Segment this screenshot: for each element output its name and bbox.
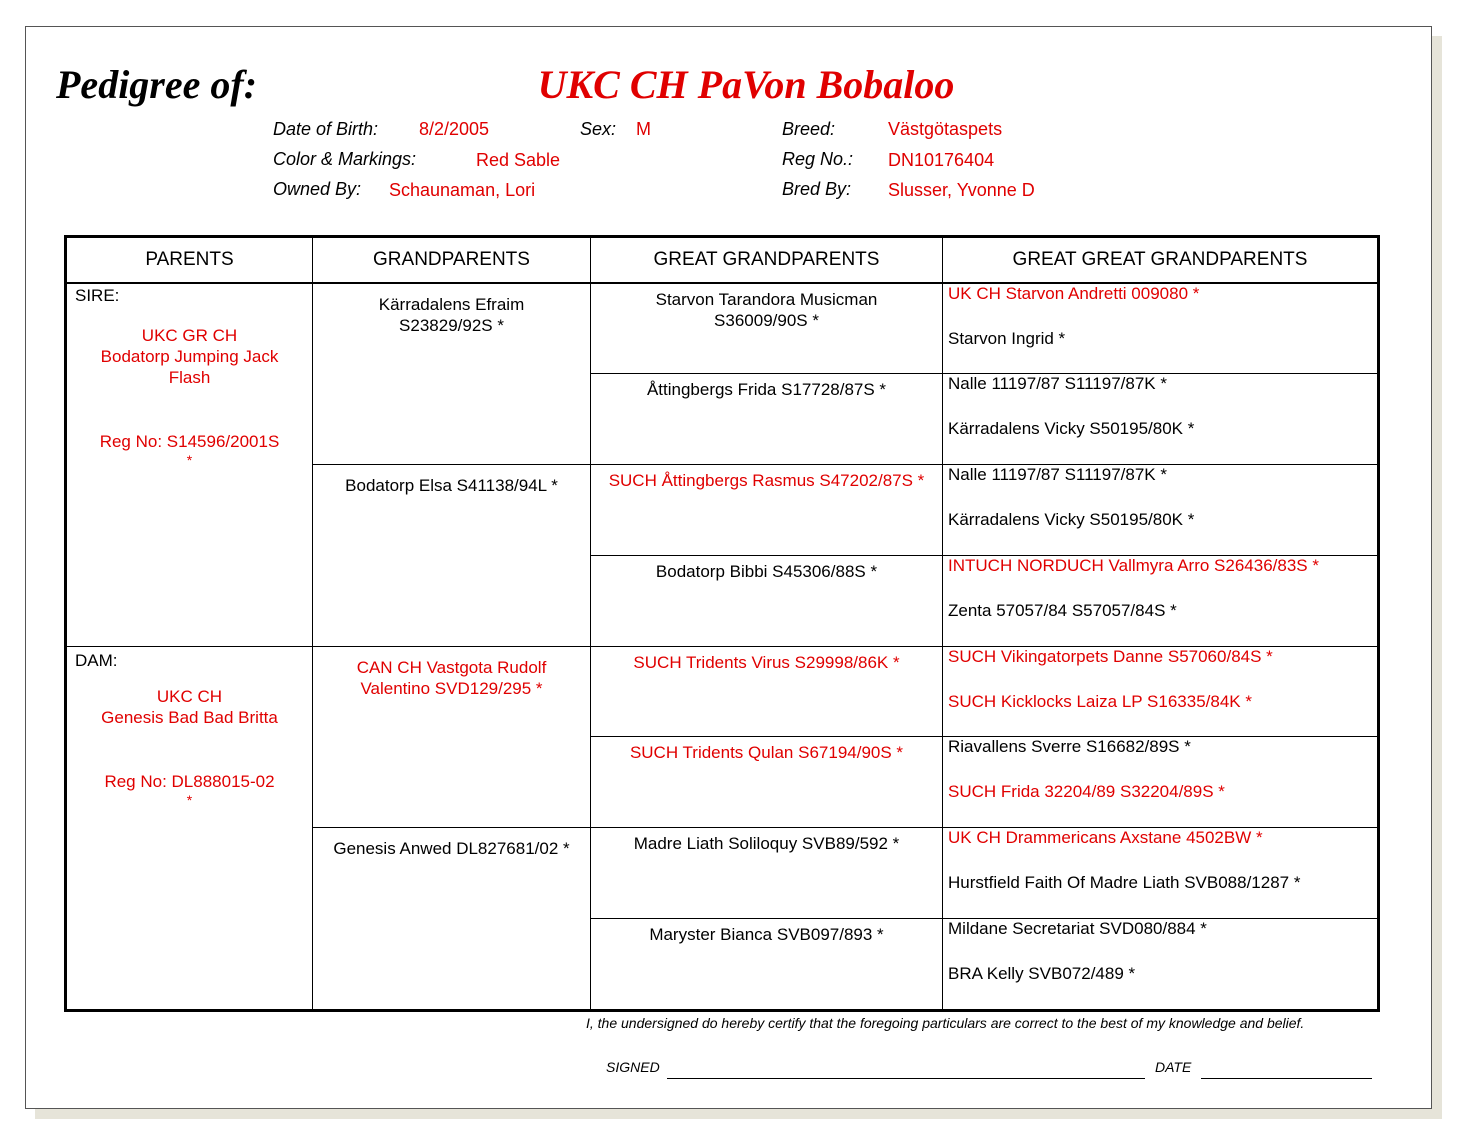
- great-grandparent-name: Åttingbergs Frida S17728/87S *: [646, 379, 887, 399]
- dob-value: 8/2/2005: [419, 119, 490, 139]
- date-label: DATE: [1155, 1059, 1192, 1075]
- great-great-grandparent-name: Kärradalens Vicky S50195/80K *: [948, 509, 1195, 529]
- great-grandparent-name: Madre Liath Soliloquy SVB89/592 *: [633, 834, 900, 853]
- pedigree-document: [25, 26, 1432, 1109]
- dam-mark: *: [186, 792, 193, 808]
- reg-value: DN10176404: [888, 150, 995, 170]
- great-grandparent-name: SUCH Åttingbergs Rasmus S47202/87S *: [608, 470, 925, 490]
- great-grandparent-cell: [591, 464, 943, 556]
- reg-label: Reg No.:: [782, 149, 854, 169]
- grandparent-name: Bodatorp Elsa S41138/94L *: [345, 475, 558, 495]
- great-great-grandparent-name: Kärradalens Vicky S50195/80K *: [948, 418, 1195, 438]
- great-grandparent-name: SUCH Tridents Qulan S67194/90S *: [629, 743, 904, 762]
- dog-name-title: UKC CH PaVon Bobaloo: [537, 62, 955, 107]
- grandparent-name: Genesis Anwed DL827681/02 *: [333, 839, 570, 858]
- sex-label: Sex:: [580, 119, 617, 139]
- column-header-great-grandparents: GREAT GRANDPARENTS: [591, 238, 943, 284]
- great-great-grandparent-name: UK CH Drammericans Axstane 4502BW *: [948, 828, 1263, 847]
- signed-label: SIGNED: [606, 1059, 660, 1075]
- great-grandparent-cell: [591, 283, 943, 373]
- great-great-grandparent-name: Zenta 57057/84 S57057/84S *: [948, 601, 1177, 620]
- great-great-grandparent-cell: [943, 919, 1378, 1010]
- bred-value: Slusser, Yvonne D: [888, 180, 1035, 200]
- sire-cell: [67, 283, 313, 647]
- great-great-grandparent-name: SUCH Kicklocks Laiza LP S16335/84K *: [948, 692, 1252, 711]
- color-label: Color & Markings:: [273, 149, 417, 169]
- bred-label: Bred By:: [782, 179, 852, 199]
- great-great-grandparent-name: Starvon Ingrid *: [948, 329, 1066, 348]
- grandparent-name: CAN CH Vastgota Rudolf Valentino SVD129/295 *: [356, 658, 547, 698]
- dob-label: Date of Birth:: [273, 119, 379, 139]
- column-header-row: [67, 238, 1378, 284]
- great-great-grandparent-name: Hurstfield Faith Of Madre Liath SVB088/1287 *: [948, 873, 1301, 892]
- great-great-grandparent-cell: [943, 464, 1378, 556]
- sire-mark: *: [186, 452, 193, 468]
- great-great-grandparent-cell: [943, 647, 1378, 737]
- sire-name: Bodatorp Jumping Jack Flash: [100, 347, 279, 387]
- great-great-grandparent-cell: [943, 373, 1378, 464]
- pedigree-label: Pedigree of:: [56, 62, 258, 107]
- breed-value: Västgötaspets: [888, 119, 1003, 139]
- owned-label: Owned By:: [273, 179, 362, 199]
- certification-statement: I, the undersigned do hereby certify that the foregoing particulars are correct to the best of my knowledge and belief.: [586, 1015, 1305, 1031]
- great-great-grandparent-name: INTUCH NORDUCH Vallmyra Arro S26436/83S *: [948, 556, 1319, 575]
- great-grandparent-cell: [591, 919, 943, 1010]
- sire-title: UKC GR CH: [141, 326, 238, 345]
- great-grandparent-cell: [591, 828, 943, 919]
- grandparent-name: Kärradalens Efraim S23829/92S *: [378, 295, 525, 335]
- dam-cell: [67, 647, 313, 1010]
- dam-label: DAM:: [75, 651, 118, 670]
- great-great-grandparent-name: UK CH Starvon Andretti 009080 *: [948, 284, 1200, 303]
- column-header-grandparents: GRANDPARENTS: [313, 238, 591, 284]
- great-great-grandparent-cell: [943, 828, 1378, 919]
- great-grandparent-name: Bodatorp Bibbi S45306/88S *: [655, 562, 878, 581]
- date-line[interactable]: [1201, 1078, 1372, 1079]
- signature-line[interactable]: [667, 1078, 1145, 1079]
- great-grandparent-cell: [591, 647, 943, 737]
- great-great-grandparent-name: Nalle 11197/87 S11197/87K *: [948, 464, 1167, 484]
- breed-label: Breed:: [782, 119, 836, 139]
- grandparent-cell: [313, 647, 591, 828]
- dam-title: UKC CH: [156, 687, 223, 706]
- great-great-grandparent-name: SUCH Frida 32204/89 S32204/89S *: [948, 782, 1225, 801]
- color-value: Red Sable: [476, 150, 561, 170]
- great-great-grandparent-cell: [943, 283, 1378, 373]
- great-great-grandparent-name: BRA Kelly SVB072/489 *: [948, 964, 1136, 983]
- grandparent-cell: [313, 283, 591, 464]
- sire-label: SIRE:: [75, 286, 120, 305]
- great-great-grandparent-name: Mildane Secretariat SVD080/884 *: [948, 919, 1207, 938]
- great-grandparent-name: Starvon Tarandora Musicman S36009/90S *: [655, 290, 878, 330]
- great-great-grandparent-cell: [943, 556, 1378, 647]
- pedigree-table: [66, 237, 1378, 1010]
- great-grandparent-name: SUCH Tridents Virus S29998/86K *: [633, 653, 900, 672]
- great-great-grandparent-name: Riavallens Sverre S16682/89S *: [948, 737, 1191, 756]
- dam-name: Genesis Bad Bad Britta: [101, 708, 278, 727]
- sex-value: M: [636, 119, 651, 139]
- grandparent-cell: [313, 828, 591, 1010]
- great-grandparent-cell: [591, 556, 943, 647]
- column-header-parents: PARENTS: [67, 238, 313, 284]
- great-grandparent-cell: [591, 373, 943, 464]
- sire-reg: Reg No: S14596/2001S: [99, 432, 280, 451]
- great-grandparent-name: Maryster Bianca SVB097/893 *: [649, 925, 884, 944]
- great-great-grandparent-name: SUCH Vikingatorpets Danne S57060/84S *: [948, 647, 1273, 666]
- dam-reg: Reg No: DL888015-02: [104, 772, 275, 791]
- column-header-great-great-grandparents: GREAT GREAT GRANDPARENTS: [943, 238, 1378, 284]
- owned-value: Schaunaman, Lori: [389, 180, 536, 200]
- great-great-grandparent-cell: [943, 737, 1378, 828]
- great-grandparent-cell: [591, 737, 943, 828]
- grandparent-cell: [313, 464, 591, 647]
- great-great-grandparent-name: Nalle 11197/87 S11197/87K *: [948, 373, 1167, 393]
